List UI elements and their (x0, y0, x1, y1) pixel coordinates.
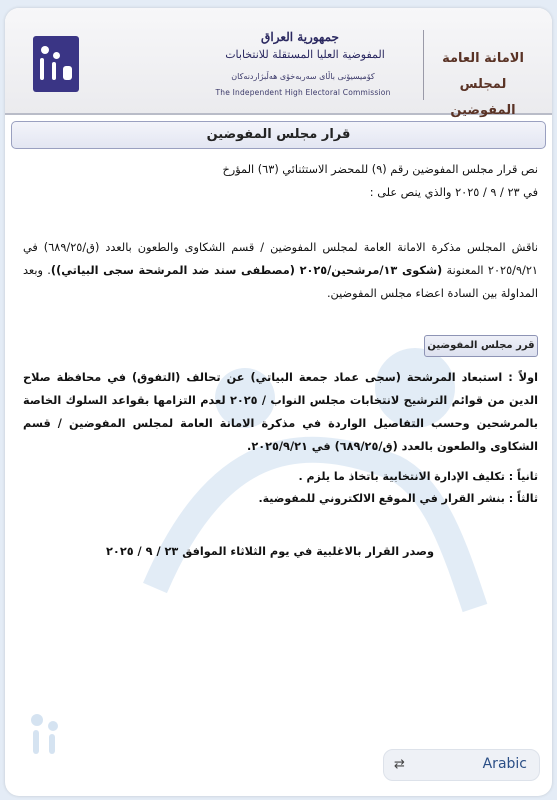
decision-second: ثانياً : تكليف الإدارة الانتخابية باتخاذ ما يلزم . (298, 470, 538, 483)
discussion-text-1: ناقش المجلس مذكرة الامانة العامة لمجلس المفوضين / قسم الشكاوى والطعون بالعدد (ق/٦٨٩/٢٥) في ٢٠٢٥/٩/٢١ المعنونة (23, 241, 538, 277)
secretariat-line-1: الامانة العامة (442, 51, 524, 66)
secretariat-line-2: لمجلس المفوضين (450, 77, 516, 118)
swap-arrows-icon: ⇄ (394, 757, 405, 772)
document-page (5, 8, 552, 796)
decision-heading-box: قرر مجلس المفوضين (424, 335, 538, 357)
commission-name-arabic: المفوضية العليا المستقلة للانتخابات (225, 48, 385, 61)
commission-name-kurdish: كۆمیسیۆنی باڵای سەربەخۆی هەڵبژاردنەکان (231, 72, 375, 81)
document-title: قرار مجلس المفوضين (11, 121, 546, 149)
commission-name-english: The Independent High Electoral Commission (215, 88, 391, 97)
language-selector[interactable] (383, 749, 540, 781)
intro-line-1: نص قرار مجلس المفوضين رقم (٩) للمحضر الاستثنائي (٦٣) المؤرخ (222, 163, 538, 176)
footer-logo-icon (25, 708, 67, 758)
language-label: Arabic (482, 756, 527, 772)
discussion-paragraph (23, 236, 538, 305)
republic-name: جمهورية العراق (261, 30, 339, 44)
closing-statement: وصدر القرار بالاغلبية في يوم الثلاثاء الموافق ٢٣ / ٩ / ٢٠٢٥ (106, 545, 434, 558)
complaint-reference: (شكوى ١٣/مرشحين/٢٠٢٥ (مصطفى سند ضد المرشحة سجى البياتي)) (50, 264, 443, 277)
intro-line-2: في ٢٣ / ٩ / ٢٠٢٥ والذي ينص على : (369, 186, 538, 199)
decision-third: ثالثاً : بنشر القرار في الموقع الالكتروني للمفوضية. (258, 492, 538, 505)
secretariat-title (428, 46, 538, 124)
discussion-text-2: . وبعد المداولة بين السادة اعضاء مجلس المفوضين. (23, 264, 538, 300)
letterhead (5, 8, 552, 118)
ihec-logo-icon (33, 36, 79, 92)
intro-paragraph (23, 158, 538, 204)
decision-first: اولاً : استبعاد المرشحة (سجى عماد جمعة البياتي) عن تحالف (التفوق) في محافظة صلاح الدين من قوائم الترشيح لانتخابات مجلس النواب / ٢٠٢٥ لعدم التزامها بقواعد السلوك الخاصة بالمرشحين وحسب التفاصيل الواردة في مذكرة الامانة العامة لمجلس المفوضين / قسم الشكاوى والطعون بالعدد (ق/٦٨٩/٢٥) في ٢٠٢٥/٩/٢١. (23, 371, 538, 453)
header-divider (423, 30, 424, 100)
